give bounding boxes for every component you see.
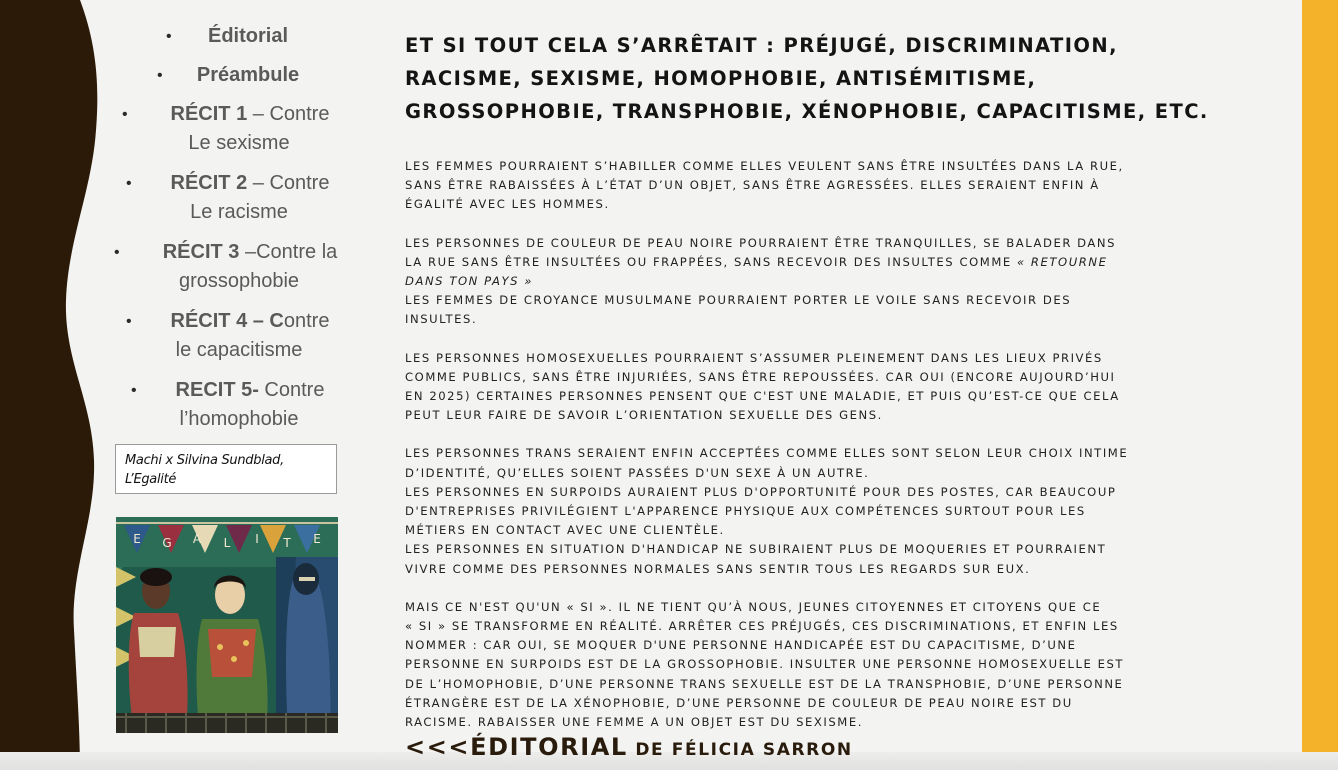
page-title <box>405 29 1285 128</box>
wave-decoration <box>0 0 110 770</box>
footer-author: DE FÉLICIA SARRON <box>627 740 853 760</box>
toc-item-line2: Le sexisme <box>188 132 290 154</box>
text-line: ÉTRANGÈRE EST DE LA XÉNOPHOBIE, D’UNE PERSONNE DE COULEUR DE PEAU NOIRE EST DU <box>405 695 1073 710</box>
toc-item-rest: – Contre <box>247 172 330 194</box>
toc-item-bold: RÉCIT 3 <box>162 241 240 263</box>
text-line: MAIS CE N'EST QU'UN « SI ». IL NE TIENT QU’À NOUS, JEUNES CITOYENNES ET CITOYENS QUE CE <box>405 599 1102 614</box>
paragraph-trans-weight-disability <box>405 444 1245 578</box>
bullet-icon: • <box>114 244 120 261</box>
toc-item-bold: RÉCIT 4 – C <box>170 310 284 332</box>
toc-item-bold: Préambule <box>196 64 300 86</box>
text-line: LES PERSONNES DE COULEUR DE PEAU NOIRE POURRAIENT ÊTRE TRANQUILLES, SE BALADER DANS <box>405 235 1117 250</box>
toc-item-bold: Éditorial <box>207 25 288 47</box>
banner-letter: E <box>313 532 321 546</box>
toc-item-rest: Contre <box>258 379 325 401</box>
table-of-contents <box>100 22 378 434</box>
banner-letter: I <box>255 532 259 546</box>
toc-item-line2: le capacitisme <box>175 339 303 361</box>
text-line: VIVRE COMME DES PERSONNES NORMALES SANS SENTIR TOUS LES REGARDS SUR EUX. <box>405 561 1031 576</box>
text-line: LES FEMMES POURRAIENT S’HABILLER COMME ELLES VEULENT SANS ÊTRE INSULTÉES DANS LA RUE, <box>405 159 1124 173</box>
toc-item-bold: RÉCIT 2 <box>170 172 248 194</box>
toc-item-recit-3[interactable] <box>100 238 378 296</box>
bullet-icon: • <box>166 28 172 45</box>
text-line: LES PERSONNES HOMOSEXUELLES POURRAIENT S’ASSUMER PLEINEMENT DANS LES LIEUX PRIVÉS <box>405 350 1103 365</box>
painting-egalite-image <box>116 517 338 733</box>
toc-item-recit-4[interactable] <box>100 307 378 365</box>
toc-item-preambule[interactable] <box>100 61 378 90</box>
toc-item-line2: l’homophobie <box>179 408 299 430</box>
title-line-2: RACISME, SEXISME, HOMOPHOBIE, ANTISÉMITISME, <box>405 67 1037 90</box>
text-line: PEUT LEUR FAIRE DE SAVOIR L’ORIENTATION SEXUELLE DES GENS. <box>405 408 883 423</box>
editorial-footer-link[interactable] <box>405 733 853 761</box>
text-line: DE L’HOMOPHOBIE, D’UNE PERSONNE TRANS SEXUELLE EST DE LA TRANSPHOBIE, D’UNE PERSONNE <box>405 676 1124 691</box>
toc-item-bold: RECIT 5- <box>175 379 259 401</box>
text-line: NOMMER : CAR OUI, SE MOQUER D'UNE PERSONNE HANDICAPÉE EST DU CAPACITISME, D’UNE <box>405 638 1077 653</box>
bullet-icon: • <box>126 313 132 330</box>
text-line: EN 2025) CERTAINES PERSONNES PENSENT QUE C'EST UNE MALADIE, ET PUIS QU’EST-CE QUE CELA <box>405 389 1120 404</box>
caption-line-1: Machi x Silvina Sundblad, <box>125 453 284 468</box>
toc-item-rest: –Contre la <box>239 241 338 263</box>
toc-item-line2: Le racisme <box>190 201 288 223</box>
toc-item-recit-1[interactable] <box>100 100 378 158</box>
text-line: D’IDENTITÉ, QU’ELLES SOIENT PASSÉES D'UN SEXE À UN AUTRE. <box>405 465 870 480</box>
text-line: LES PERSONNES EN SITUATION D'HANDICAP NE SUBIRAIENT PLUS DE MOQUERIES ET POURRAIENT <box>405 542 1107 557</box>
text-line: INSULTES. <box>405 312 478 327</box>
banner-letter: A <box>192 532 202 546</box>
toc-item-recit-5[interactable] <box>100 376 378 434</box>
bullet-icon: • <box>122 106 128 123</box>
banner-letter: E <box>133 532 141 546</box>
toc-item-editorial[interactable] <box>100 22 378 51</box>
toc-item-line2: grossophobie <box>178 270 300 292</box>
toc-item-rest: – Contre <box>247 103 330 125</box>
paragraph-conclusion <box>405 598 1245 732</box>
banner-letter: L <box>223 536 231 550</box>
footer-editorial-link[interactable]: <<<ÉDITORIAL <box>405 733 628 761</box>
text-line: ÉGALITÉ AVEC LES HOMMES. <box>405 197 610 212</box>
text-line: LA RUE SANS ÊTRE INSULTÉES OU FRAPPÉES, SANS RECEVOIR DES INSULTES COMME <box>405 254 1017 269</box>
accent-bar <box>1302 0 1338 752</box>
painting-caption <box>115 444 337 494</box>
toc-item-recit-2[interactable] <box>100 169 378 227</box>
text-line: MÉTIERS EN CONTACT AVEC UNE CLIENTÈLE. <box>405 523 725 538</box>
editorial-body <box>405 157 1245 732</box>
caption-line-2: L’Egalité <box>125 472 177 487</box>
text-line: LES FEMMES DE CROYANCE MUSULMANE POURRAIENT PORTER LE VOILE SANS RECEVOIR DES <box>405 293 1072 308</box>
text-line: PERSONNE EN SURPOIDS EST DE LA GROSSOPHOBIE. INSULTER UNE PERSONNE HOMOSEXUELLE EST <box>405 657 1125 672</box>
quote-text: DANS TON PAYS » <box>405 274 534 289</box>
paragraph-racism <box>405 234 1245 292</box>
quote-text: « RETOURNE <box>1016 254 1108 269</box>
banner-letter: G <box>162 536 172 550</box>
text-line: RACISME. RABAISSER UNE FEMME A UN OBJET EST DU SEXISME. <box>405 715 863 730</box>
title-line-1: ET SI TOUT CELA S’ARRÊTAIT : PRÉJUGÉ, DISCRIMINATION, <box>405 34 1118 57</box>
text-line: LES PERSONNES TRANS SERAIENT ENFIN ACCEPTÉES COMME ELLES SONT SELON LEUR CHOIX INTIME <box>405 446 1129 461</box>
text-line: D'ENTREPRISES PRIVILÉGIENT L'APPARENCE PHYSIQUE AUX COMPÉTENCES SURTOUT POUR LES <box>405 504 1086 519</box>
paragraph-homosexuality <box>405 349 1245 426</box>
bullet-icon: • <box>131 382 137 399</box>
text-line: « SI » SE TRANSFORME EN RÉALITÉ. ARRÊTER CES PRÉJUGÉS, CES DISCRIMINATIONS, ET ENFIN LES <box>405 619 1119 634</box>
text-line: COMME PUBLICS, SANS ÊTRE INJURIÉES, SANS ÊTRE REPOUSSÉES. CAR OUI (ENCORE AUJOURD’HUI <box>405 369 1116 384</box>
bullet-icon: • <box>157 67 163 84</box>
banner-letter: T <box>283 536 291 550</box>
text-line: LES PERSONNES EN SURPOIDS AURAIENT PLUS D'OPPORTUNITÉ POUR DES POSTES, CAR BEAUCOUP <box>405 484 1117 499</box>
paragraph-veil <box>405 291 1245 329</box>
title-line-3: GROSSOPHOBIE, TRANSPHOBIE, XÉNOPHOBIE, CAPACITISME, ETC. <box>405 100 1209 123</box>
paragraph-women <box>405 157 1245 215</box>
text-line: SANS ÊTRE RABAISSÉES À L’ÉTAT D’UN OBJET, SANS ÊTRE AGRESSÉES. ELLES SERAIENT ENFIN À <box>405 178 1100 193</box>
bullet-icon: • <box>126 175 132 192</box>
toc-item-bold: RÉCIT 1 <box>170 103 248 125</box>
toc-item-rest: ontre <box>283 310 330 332</box>
